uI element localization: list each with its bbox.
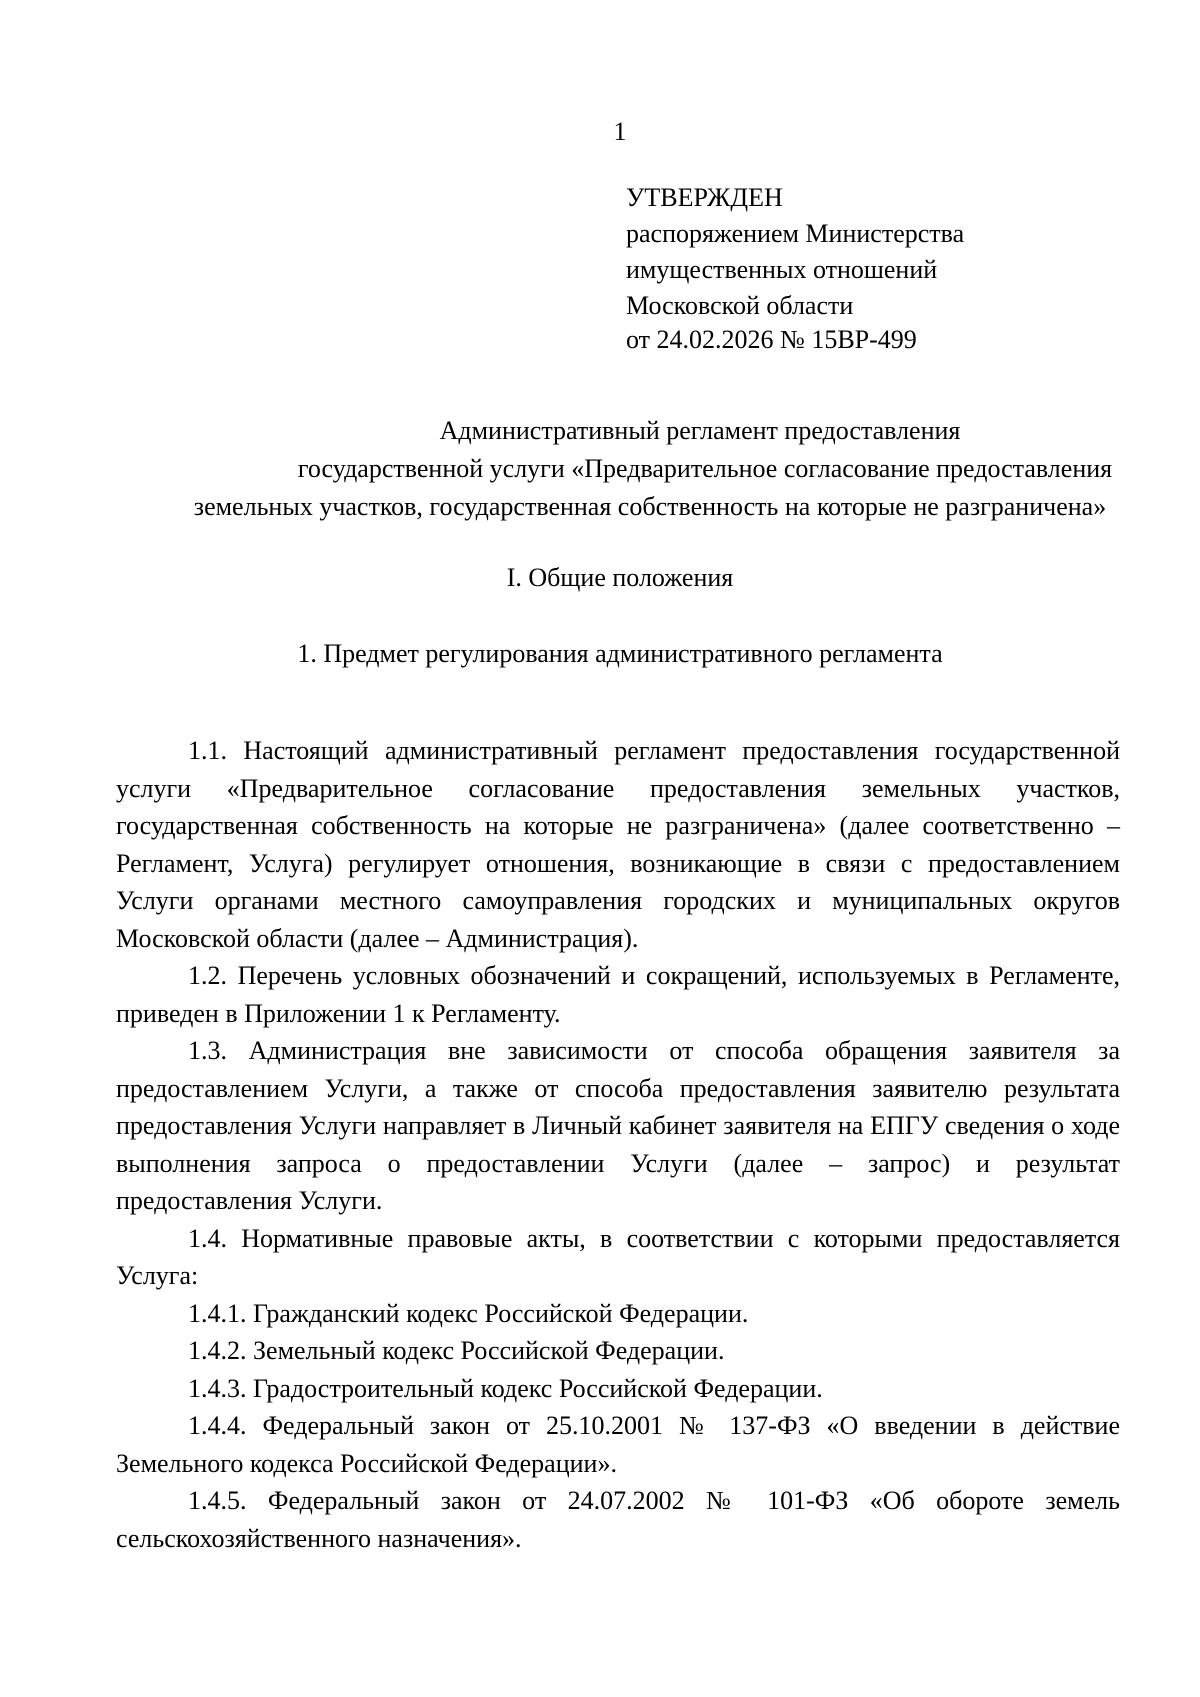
paragraph-number: 1.1. xyxy=(188,736,227,765)
title-line-3: земельных участков, государственная собственность на которые не разграничена» xyxy=(193,492,1107,521)
paragraph-text: Администрация вне зависимости от способа обращения заявителя за предоставлением Услуги, а также от способа предоставления заявителю результата предоставления Услуги направляет в Личный кабинет заявителя на ЕПГУ сведения о ходе выполнения запроса о предоставлении Услуги (далее – запрос) и результат предоставления Услуги. xyxy=(116,1036,1120,1215)
approval-line-2: распоряжением Министерства xyxy=(626,219,965,248)
paragraph-text: Градостроительный кодекс Российской Федерации. xyxy=(253,1373,823,1403)
paragraph-number: 1.4. xyxy=(188,1223,227,1253)
approval-line-1: УТВЕРЖДЕН xyxy=(626,183,783,212)
paragraph-number: 1.3. xyxy=(188,1036,227,1065)
paragraph xyxy=(116,1032,1120,1220)
paragraph xyxy=(116,1370,1120,1408)
paragraph-number: 1.4.2. xyxy=(188,1336,247,1365)
title-line-2: государственной услуги «Предварительное согласование предоставления xyxy=(297,454,1113,483)
paragraph xyxy=(116,1295,1120,1333)
body-text xyxy=(116,732,1120,1557)
paragraph-text: Гражданский кодекс Российской Федерации. xyxy=(253,1298,749,1328)
page-number: 1 xyxy=(613,117,627,146)
paragraph xyxy=(116,957,1120,1032)
paragraph xyxy=(116,1220,1120,1295)
paragraph xyxy=(116,1482,1120,1557)
paragraph-number: 1.4.3. xyxy=(188,1373,247,1403)
paragraph-text: Федеральный закон от 25.10.2001 № 137-ФЗ «О введении в действие Земельного кодекса Российской Федерации». xyxy=(116,1411,1121,1478)
paragraph-text: Федеральный закон от 24.07.2002 № 101-ФЗ «Об обороте земель сельскохозяйственного назначения». xyxy=(116,1486,1121,1553)
approval-line-4: Московской области xyxy=(626,291,854,320)
section-heading: I. Общие положения xyxy=(506,563,734,592)
approval-date: от 24.02.2026 № 15ВР-499 xyxy=(626,325,917,354)
approval-block xyxy=(626,180,964,356)
paragraph-number: 1.4.4. xyxy=(188,1411,247,1440)
paragraph xyxy=(116,1407,1120,1482)
subsection-heading: 1. Предмет регулирования административного регламента xyxy=(297,639,943,668)
paragraph-number: 1.4.5. xyxy=(188,1486,247,1515)
paragraph xyxy=(116,1332,1120,1370)
paragraph-text: Нормативные правовые акты, в соответствии с которыми предоставляется Услуга: xyxy=(116,1223,1120,1290)
approval-line-3: имущественных отношений xyxy=(626,255,938,284)
paragraph-text: Земельный кодекс Российской Федерации. xyxy=(253,1336,725,1365)
paragraph-number: 1.2. xyxy=(188,961,227,990)
paragraph-text: Перечень условных обозначений и сокращений, используемых в Регламенте, приведен в Приложении 1 к Регламенту. xyxy=(116,961,1120,1028)
paragraph-number: 1.4.1. xyxy=(188,1298,247,1328)
paragraph-text: Настоящий административный регламент предоставления государственной услуги «Предварительное согласование предоставления земельных участков, государственная собственность на которые не разграничена» (далее соответственно – Регламент, Услуга) регулирует отношения, возникающие в связи с предоставлением Услуги органами местного самоуправления городских и муниципальных округов Московской области (далее – Администрация). xyxy=(116,736,1120,953)
paragraph xyxy=(116,732,1120,957)
title-line-1: Административный регламент предоставления xyxy=(439,416,961,445)
document-title xyxy=(100,412,1200,526)
